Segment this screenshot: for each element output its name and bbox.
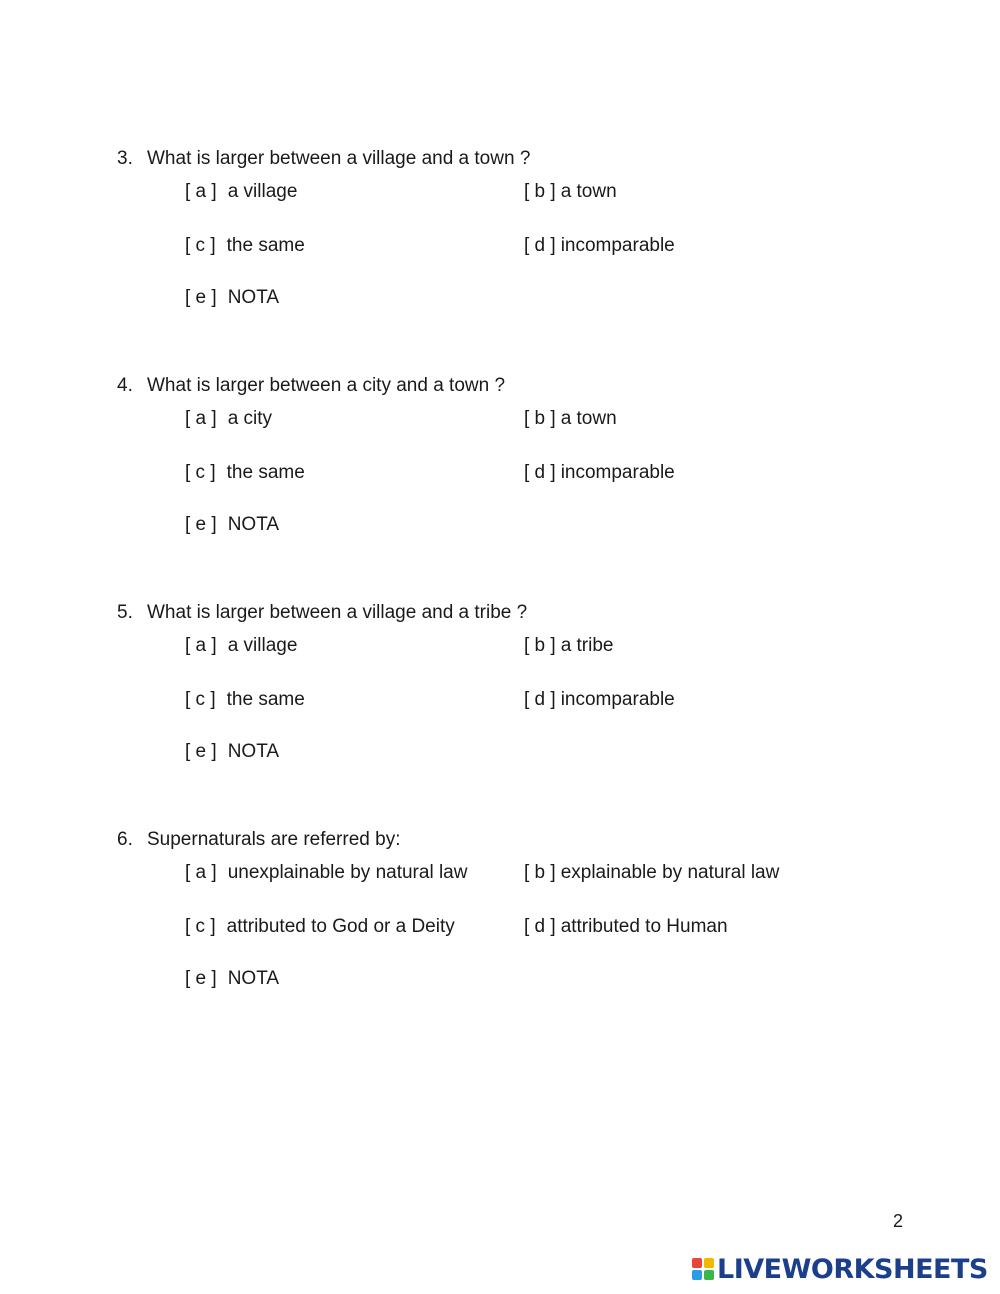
- option-text: NOTA: [227, 968, 280, 989]
- option-text: unexplainable by natural law: [227, 862, 468, 883]
- option-a[interactable]: [185, 181, 297, 203]
- option-c[interactable]: [185, 462, 305, 484]
- option-d[interactable]: [524, 689, 675, 711]
- option-text: explainable by natural law: [560, 862, 780, 883]
- option-mark[interactable]: [ b ]: [524, 408, 556, 429]
- option-a[interactable]: [185, 862, 467, 884]
- option-b[interactable]: [524, 862, 779, 884]
- option-b[interactable]: [524, 181, 617, 203]
- option-text: a village: [227, 181, 298, 202]
- option-mark[interactable]: [ e ]: [185, 514, 217, 535]
- option-d[interactable]: [524, 916, 728, 938]
- option-mark[interactable]: [ b ]: [524, 862, 556, 883]
- option-mark[interactable]: [ c ]: [185, 235, 216, 256]
- option-mark[interactable]: [ a ]: [185, 181, 217, 202]
- option-mark[interactable]: [ c ]: [185, 689, 216, 710]
- question-title: [117, 602, 527, 624]
- option-text: incomparable: [560, 235, 675, 256]
- question-6: [0, 829, 1000, 1039]
- question-text: What is larger between a village and a town ?: [147, 148, 531, 169]
- option-e[interactable]: [185, 287, 279, 309]
- question-number: 6.: [117, 829, 133, 850]
- option-c[interactable]: [185, 916, 455, 938]
- option-c[interactable]: [185, 235, 305, 257]
- option-mark[interactable]: [ c ]: [185, 462, 216, 483]
- option-e[interactable]: [185, 514, 279, 536]
- question-3: [0, 148, 1000, 358]
- option-text: incomparable: [560, 689, 675, 710]
- option-mark[interactable]: [ e ]: [185, 741, 217, 762]
- option-mark[interactable]: [ e ]: [185, 968, 217, 989]
- question-number: 4.: [117, 375, 133, 396]
- option-mark[interactable]: [ a ]: [185, 862, 217, 883]
- option-text: a tribe: [560, 635, 614, 656]
- option-text: the same: [226, 235, 305, 256]
- option-mark[interactable]: [ c ]: [185, 916, 216, 937]
- option-mark[interactable]: [ a ]: [185, 408, 217, 429]
- option-mark[interactable]: [ b ]: [524, 181, 556, 202]
- option-text: incomparable: [560, 462, 675, 483]
- question-text: Supernaturals are referred by:: [147, 829, 401, 850]
- option-mark[interactable]: [ d ]: [524, 235, 556, 256]
- question-5: [0, 602, 1000, 812]
- question-title: [117, 375, 505, 397]
- option-text: the same: [226, 689, 305, 710]
- option-text: attributed to God or a Deity: [226, 916, 455, 937]
- option-e[interactable]: [185, 968, 279, 990]
- option-text: NOTA: [227, 287, 280, 308]
- option-text: the same: [226, 462, 305, 483]
- option-a[interactable]: [185, 635, 297, 657]
- option-mark[interactable]: [ d ]: [524, 916, 556, 937]
- option-c[interactable]: [185, 689, 305, 711]
- option-b[interactable]: [524, 635, 614, 657]
- option-text: attributed to Human: [560, 916, 728, 937]
- option-a[interactable]: [185, 408, 272, 430]
- page-number: 2: [893, 1211, 904, 1231]
- option-d[interactable]: [524, 235, 675, 257]
- question-number: 3.: [117, 148, 133, 169]
- question-number: 5.: [117, 602, 133, 623]
- option-text: a city: [227, 408, 273, 429]
- option-mark[interactable]: [ e ]: [185, 287, 217, 308]
- brand-name: LIVEWORKSHEETS: [717, 1253, 988, 1285]
- option-mark[interactable]: [ d ]: [524, 689, 556, 710]
- option-mark[interactable]: [ b ]: [524, 635, 556, 656]
- option-mark[interactable]: [ d ]: [524, 462, 556, 483]
- option-text: a village: [227, 635, 298, 656]
- option-text: a town: [560, 181, 617, 202]
- option-b[interactable]: [524, 408, 617, 430]
- question-text: What is larger between a city and a town ?: [147, 375, 506, 396]
- option-text: a town: [560, 408, 617, 429]
- brand-logo[interactable]: [692, 1252, 988, 1286]
- question-4: [0, 375, 1000, 585]
- option-text: NOTA: [227, 514, 280, 535]
- question-title: [117, 148, 530, 170]
- option-e[interactable]: [185, 741, 279, 763]
- liveworksheets-logo-icon: [692, 1258, 714, 1280]
- option-mark[interactable]: [ a ]: [185, 635, 217, 656]
- question-text: What is larger between a village and a tribe ?: [147, 602, 528, 623]
- question-title: [117, 829, 400, 851]
- option-text: NOTA: [227, 741, 280, 762]
- option-d[interactable]: [524, 462, 675, 484]
